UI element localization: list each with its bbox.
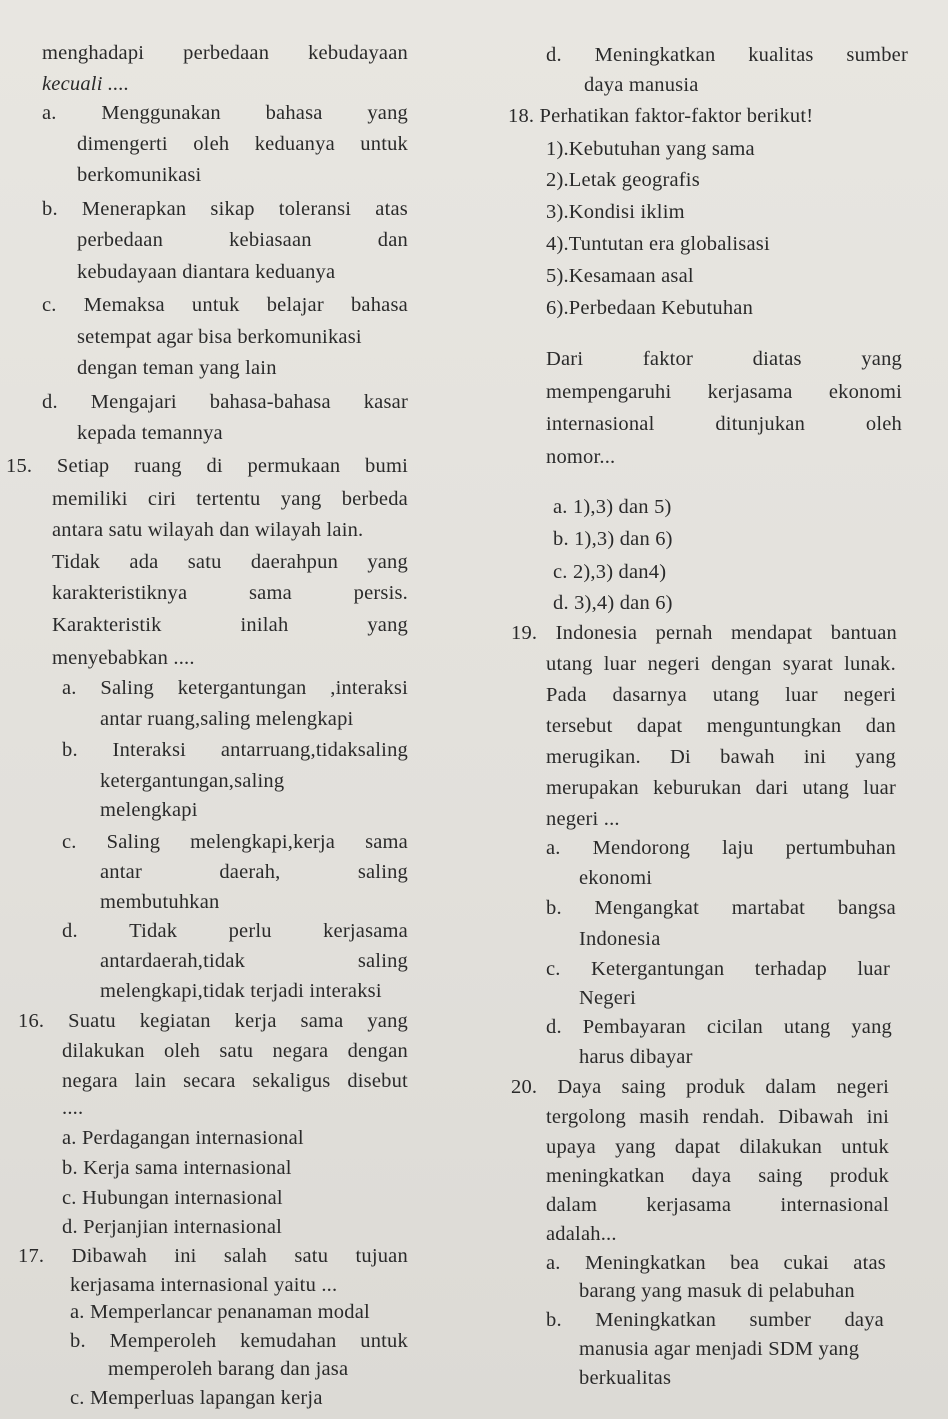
word: memiliki bbox=[52, 488, 128, 510]
word: b. bbox=[62, 739, 78, 761]
word: dari bbox=[755, 777, 789, 799]
q20-option-a-line-1 bbox=[546, 1251, 886, 1275]
word: ruang bbox=[134, 455, 182, 477]
q16-stem-line-4: .... bbox=[62, 1097, 84, 1119]
word: negeri bbox=[843, 684, 896, 706]
word: saing bbox=[621, 1076, 666, 1098]
word: untuk bbox=[191, 294, 240, 316]
q14-option-a-line-2 bbox=[77, 132, 408, 156]
word: Mendorong bbox=[592, 837, 691, 859]
word: Tidak bbox=[52, 551, 101, 573]
word: ekonomi bbox=[828, 381, 902, 403]
word: berbeda bbox=[341, 488, 408, 510]
q17-stem-line-2: kerjasama internasional yaitu ... bbox=[70, 1274, 338, 1296]
word: bahasa bbox=[350, 294, 408, 316]
word: kerjasama bbox=[646, 1194, 732, 1216]
word: toleransi bbox=[278, 198, 352, 220]
word: Meningkatkan bbox=[595, 1309, 717, 1331]
word: merugikan. bbox=[546, 746, 641, 768]
word: meningkatkan bbox=[546, 1165, 665, 1187]
word: inilah bbox=[240, 614, 289, 636]
word: 15. bbox=[6, 455, 33, 477]
word: saing bbox=[758, 1165, 803, 1187]
word: bangsa bbox=[837, 897, 896, 919]
word: tertentu bbox=[196, 488, 261, 510]
word: perlu bbox=[228, 920, 272, 942]
word: dalam bbox=[546, 1194, 598, 1216]
q15-option-a-line-2: antar ruang,saling melengkapi bbox=[100, 708, 354, 730]
word: Daya bbox=[557, 1076, 602, 1098]
q18-factor-4: 4).Tuntutan era globalisasi bbox=[546, 233, 770, 255]
word: daerah, bbox=[219, 861, 281, 883]
q18-option-a: a. 1),3) dan 5) bbox=[553, 496, 672, 518]
word: kebudayaan bbox=[308, 42, 408, 64]
word: pernah bbox=[655, 622, 713, 644]
word: bumi bbox=[365, 455, 408, 477]
q19-stem-line-2 bbox=[546, 652, 896, 676]
word: 20. bbox=[511, 1076, 538, 1098]
word: atas bbox=[375, 198, 408, 220]
word: utang bbox=[783, 1016, 831, 1038]
word: bahasa-bahasa bbox=[209, 391, 331, 413]
q17-option-a: a. Memperlancar penanaman modal bbox=[70, 1301, 370, 1323]
word: dan bbox=[377, 229, 408, 251]
word: utang bbox=[712, 684, 760, 706]
word: b. bbox=[546, 897, 562, 919]
word: d. bbox=[546, 44, 562, 66]
word: negara bbox=[62, 1070, 118, 1092]
q17-option-b-line-2: memperoleh barang dan jasa bbox=[108, 1358, 349, 1380]
word: diatas bbox=[752, 348, 802, 370]
word: Ketergantungan bbox=[591, 958, 725, 980]
word: luar bbox=[863, 777, 896, 799]
word: ada bbox=[129, 551, 159, 573]
q17-stem-line-1 bbox=[18, 1244, 408, 1268]
word: melengkapi,kerja bbox=[190, 831, 336, 853]
word: menguntungkan bbox=[706, 715, 842, 737]
q14-option-b-line-2 bbox=[77, 228, 408, 252]
word: untuk bbox=[360, 133, 408, 155]
q19-option-a-line-2: ekonomi bbox=[579, 867, 653, 889]
q16-stem-line-2 bbox=[62, 1039, 408, 1063]
word: sama bbox=[300, 1010, 344, 1032]
q20-stem-line-1 bbox=[511, 1075, 889, 1099]
word: bea bbox=[730, 1252, 760, 1274]
q18-option-d: d. 3),4) dan 6) bbox=[553, 592, 673, 614]
word: 16. bbox=[18, 1010, 45, 1032]
word: bawah bbox=[720, 746, 775, 768]
word: oleh bbox=[193, 133, 230, 155]
q15-option-c-line-1 bbox=[62, 830, 408, 854]
q15-stem-line-2 bbox=[52, 487, 408, 511]
word: perbedaan bbox=[183, 42, 270, 64]
word: antar bbox=[100, 861, 142, 883]
q18-question-line-2 bbox=[546, 380, 902, 404]
word: sama bbox=[248, 582, 292, 604]
q19-stem-line-7: negeri ... bbox=[546, 808, 620, 830]
q14-option-b-line-1 bbox=[42, 197, 408, 221]
word: d. bbox=[62, 920, 78, 942]
q20-stem-line-2 bbox=[546, 1105, 889, 1129]
word: daerahpun bbox=[250, 551, 339, 573]
word: yang bbox=[855, 746, 896, 768]
word: Interaksi bbox=[112, 739, 187, 761]
q19-option-a-line-1 bbox=[546, 836, 896, 860]
word: dapat bbox=[636, 715, 683, 737]
q16-stem-line-1 bbox=[18, 1009, 408, 1033]
word: a. bbox=[546, 1252, 561, 1274]
word: lain bbox=[134, 1070, 167, 1092]
word: dapat bbox=[674, 1136, 721, 1158]
word: faktor bbox=[642, 348, 694, 370]
q17-option-b-line-1 bbox=[70, 1329, 408, 1353]
word: kualitas bbox=[748, 44, 814, 66]
word: bantuan bbox=[830, 622, 897, 644]
q18-option-c: c. 2),3) dan4) bbox=[553, 561, 667, 583]
q15-option-b-line-1 bbox=[62, 738, 408, 762]
q14-option-c-line-2: setempat agar bisa berkomunikasi bbox=[77, 326, 362, 348]
word: ketergantungan bbox=[177, 677, 307, 699]
word: a. bbox=[62, 677, 77, 699]
word: menghadapi bbox=[42, 42, 145, 64]
q19-option-b-line-2: Indonesia bbox=[579, 928, 661, 950]
word: sama bbox=[365, 831, 408, 853]
word: terhadap bbox=[754, 958, 827, 980]
word: ini bbox=[174, 1245, 197, 1267]
word: sekaligus bbox=[252, 1070, 331, 1092]
q19-stem-line-4 bbox=[546, 714, 896, 738]
word: yang bbox=[280, 488, 322, 510]
word: Saling bbox=[106, 831, 161, 853]
word: dasarnya bbox=[612, 684, 687, 706]
q15-stem-line-1 bbox=[6, 454, 408, 478]
word: Memaksa bbox=[83, 294, 165, 316]
q19-option-c-line-1 bbox=[546, 957, 890, 981]
q18-question-line-1 bbox=[546, 347, 902, 371]
q14-option-b-line-3: kebudayaan diantara keduanya bbox=[77, 261, 336, 283]
q14-option-d-line-2: kepada temannya bbox=[77, 422, 223, 444]
word: satu bbox=[187, 551, 222, 573]
word: daya bbox=[691, 1165, 732, 1187]
word: produk bbox=[685, 1076, 746, 1098]
word: internasional bbox=[780, 1194, 889, 1216]
q14-option-a-line-3: berkomunikasi bbox=[77, 164, 202, 186]
word: d. bbox=[546, 1016, 562, 1038]
q16-option-a: a. Perdagangan internasional bbox=[62, 1127, 304, 1149]
word: yang bbox=[367, 614, 408, 636]
word: yang bbox=[367, 1010, 408, 1032]
word: karakteristiknya bbox=[52, 582, 188, 604]
q19-option-b-line-1 bbox=[546, 896, 896, 920]
word: 17. bbox=[18, 1245, 45, 1267]
q15-option-d-line-3: melengkapi,tidak terjadi interaksi bbox=[100, 980, 382, 1002]
word: Meningkatkan bbox=[584, 1252, 706, 1274]
q18-factor-5: 5).Kesamaan asal bbox=[546, 265, 694, 287]
word: yang bbox=[367, 102, 408, 124]
word: Menggunakan bbox=[101, 102, 221, 124]
word: dengan bbox=[347, 1040, 408, 1062]
q20-stem-line-3 bbox=[546, 1135, 889, 1159]
word: daya bbox=[844, 1309, 884, 1331]
word: a. bbox=[42, 102, 57, 124]
word: bahasa bbox=[265, 102, 323, 124]
word: atas bbox=[853, 1252, 886, 1274]
word: luar bbox=[857, 958, 890, 980]
word: mempengaruhi bbox=[546, 381, 672, 403]
word: luar bbox=[785, 684, 818, 706]
word: kerjasama bbox=[707, 381, 793, 403]
word: b. bbox=[546, 1309, 562, 1331]
q16-stem-line-3 bbox=[62, 1069, 408, 1093]
word: yang bbox=[367, 551, 408, 573]
word: tersebut bbox=[546, 715, 613, 737]
word: Memperoleh bbox=[109, 1330, 217, 1352]
word: Saling bbox=[100, 677, 154, 699]
q19-option-d-line-1 bbox=[546, 1015, 892, 1039]
q15-option-c-line-2 bbox=[100, 860, 408, 884]
q15-option-a-line-1 bbox=[62, 676, 408, 700]
q20-option-a-line-2: barang yang masuk di pelabuhan bbox=[579, 1280, 855, 1302]
word: untuk bbox=[841, 1136, 889, 1158]
q19-stem-line-3 bbox=[546, 683, 896, 707]
word: negeri bbox=[836, 1076, 889, 1098]
word: ,interaksi bbox=[330, 677, 408, 699]
q15-option-d-line-2 bbox=[100, 949, 408, 973]
word: utang bbox=[546, 653, 593, 675]
word: sikap bbox=[210, 198, 255, 220]
word: cukai bbox=[783, 1252, 829, 1274]
word: luar bbox=[603, 653, 637, 675]
word: produk bbox=[829, 1165, 889, 1187]
word: rendah. bbox=[702, 1106, 765, 1128]
word: a. bbox=[546, 837, 561, 859]
word: upaya bbox=[546, 1136, 596, 1158]
q19-option-c-line-2: Negeri bbox=[579, 987, 636, 1009]
word: satu bbox=[219, 1040, 254, 1062]
word: martabat bbox=[731, 897, 806, 919]
word: kerja bbox=[234, 1010, 277, 1032]
word: pertumbuhan bbox=[785, 837, 896, 859]
word: Indonesia bbox=[555, 622, 638, 644]
word: Meningkatkan bbox=[594, 44, 716, 66]
word: keburukan bbox=[653, 777, 742, 799]
q15-stem-line-4 bbox=[52, 550, 408, 574]
word: tergolong bbox=[546, 1106, 626, 1128]
q16-option-d: d. Perjanjian internasional bbox=[62, 1216, 283, 1238]
word: b. bbox=[42, 198, 58, 220]
q19-stem-line-1 bbox=[511, 621, 897, 645]
q18-question-line-4: nomor... bbox=[546, 446, 616, 468]
word: belajar bbox=[266, 294, 324, 316]
word: Mengangkat bbox=[594, 897, 700, 919]
word: yang bbox=[851, 1016, 892, 1038]
word: Dibawah bbox=[778, 1106, 854, 1128]
q14-option-d-line-1 bbox=[42, 390, 408, 414]
word: negeri bbox=[647, 653, 700, 675]
word: yang bbox=[861, 348, 902, 370]
word: b. bbox=[70, 1330, 86, 1352]
q17-option-c: c. Memperluas lapangan kerja bbox=[70, 1387, 323, 1409]
word: ditunjukan bbox=[715, 413, 806, 435]
word: Dari bbox=[546, 348, 584, 370]
q18-stem: 18. Perhatikan faktor-faktor berikut! bbox=[508, 105, 814, 127]
q14-option-c-line-1 bbox=[42, 293, 408, 317]
q20-stem-line-6: adalah... bbox=[546, 1223, 617, 1245]
word: cicilan bbox=[706, 1016, 763, 1038]
q14-stem-line-1 bbox=[42, 41, 408, 65]
word: saling bbox=[357, 950, 408, 972]
word: dan bbox=[865, 715, 896, 737]
word: mendapat bbox=[730, 622, 813, 644]
word: internasional bbox=[546, 413, 655, 435]
word: tujuan bbox=[355, 1245, 408, 1267]
q17-option-d-line-2: daya manusia bbox=[584, 74, 699, 96]
q19-option-d-line-2: harus dibayar bbox=[579, 1046, 693, 1068]
word: c. bbox=[62, 831, 77, 853]
word: ini bbox=[866, 1106, 889, 1128]
q18-factor-2: 2).Letak geografis bbox=[546, 169, 700, 191]
word: kebiasaan bbox=[229, 229, 312, 251]
word: dilakukan bbox=[739, 1136, 823, 1158]
q15-option-b-line-2: ketergantungan,saling bbox=[100, 770, 285, 792]
word: secara bbox=[183, 1070, 236, 1092]
word: untuk bbox=[360, 1330, 408, 1352]
q19-stem-line-6 bbox=[546, 776, 896, 800]
word: c. bbox=[546, 958, 561, 980]
word: Karakteristik bbox=[52, 614, 162, 636]
word: laju bbox=[722, 837, 754, 859]
word: kemudahan bbox=[240, 1330, 337, 1352]
word: Tidak bbox=[129, 920, 178, 942]
word: disebut bbox=[347, 1070, 408, 1092]
word: c. bbox=[42, 294, 57, 316]
word: salah bbox=[223, 1245, 267, 1267]
word: sumber bbox=[846, 44, 908, 66]
word: antarruang,tidaksaling bbox=[220, 739, 408, 761]
word: persis. bbox=[353, 582, 408, 604]
q14-option-c-line-3: dengan teman yang lain bbox=[77, 357, 277, 379]
word: antardaerah,tidak bbox=[100, 950, 246, 972]
q20-option-b-line-1 bbox=[546, 1308, 884, 1332]
word: Pembayaran bbox=[582, 1016, 687, 1038]
q18-option-b: b. 1),3) dan 6) bbox=[553, 528, 673, 550]
word: permukaan bbox=[247, 455, 341, 477]
word: merupakan bbox=[546, 777, 639, 799]
q18-question-line-3 bbox=[546, 412, 902, 436]
q20-stem-line-5 bbox=[546, 1193, 889, 1217]
word: dengan bbox=[711, 653, 772, 675]
word: ini bbox=[803, 746, 827, 768]
q15-stem-line-7: menyebabkan .... bbox=[52, 647, 195, 669]
word: perbedaan bbox=[77, 229, 164, 251]
q19-stem-line-5 bbox=[546, 745, 896, 769]
word: Dibawah bbox=[71, 1245, 147, 1267]
word: masih bbox=[639, 1106, 690, 1128]
q17-option-d-line-1 bbox=[546, 43, 908, 67]
q14-stem-line-2: kecuali .... bbox=[42, 73, 130, 95]
word: dilakukan bbox=[62, 1040, 145, 1062]
q15-option-d-line-1 bbox=[62, 919, 408, 943]
word: Di bbox=[670, 746, 691, 768]
q16-option-c: c. Hubungan internasional bbox=[62, 1187, 283, 1209]
word: Menerapkan bbox=[81, 198, 187, 220]
word: kasar bbox=[363, 391, 408, 413]
word: Mengajari bbox=[90, 391, 177, 413]
q18-factor-3: 3).Kondisi iklim bbox=[546, 201, 685, 223]
word: Setiap bbox=[56, 455, 110, 477]
q14-option-a-line-1 bbox=[42, 101, 408, 125]
word: Pada bbox=[546, 684, 587, 706]
word: yang bbox=[615, 1136, 656, 1158]
word: ciri bbox=[147, 488, 177, 510]
q15-option-c-line-3: membutuhkan bbox=[100, 891, 220, 913]
word: dimengerti bbox=[77, 133, 168, 155]
q15-stem-line-3: antara satu wilayah dan wilayah lain. bbox=[52, 519, 364, 541]
word: oleh bbox=[163, 1040, 201, 1062]
q20-stem-line-4 bbox=[546, 1164, 889, 1188]
word: 19. bbox=[511, 622, 538, 644]
word: kegiatan bbox=[139, 1010, 211, 1032]
word: Suatu bbox=[68, 1010, 116, 1032]
word: negara bbox=[272, 1040, 329, 1062]
word: saling bbox=[357, 861, 408, 883]
word: di bbox=[206, 455, 223, 477]
q16-option-b: b. Kerja sama internasional bbox=[62, 1157, 292, 1179]
word: oleh bbox=[865, 413, 902, 435]
word: d. bbox=[42, 391, 58, 413]
q18-factor-1: 1).Kebutuhan yang sama bbox=[546, 138, 755, 160]
q15-option-b-line-3: melengkapi bbox=[100, 799, 198, 821]
word: utang bbox=[802, 777, 850, 799]
q15-stem-line-5 bbox=[52, 581, 408, 605]
word: satu bbox=[294, 1245, 329, 1267]
q15-stem-line-6 bbox=[52, 613, 408, 637]
word: dalam bbox=[765, 1076, 817, 1098]
word: sumber bbox=[749, 1309, 812, 1331]
word: kerjasama bbox=[323, 920, 408, 942]
q20-option-b-line-2: manusia agar menjadi SDM yang bbox=[579, 1338, 860, 1360]
q18-factor-6: 6).Perbedaan Kebutuhan bbox=[546, 297, 754, 319]
word: keduanya bbox=[254, 133, 335, 155]
word: syarat bbox=[782, 653, 833, 675]
q20-option-b-line-3: berkualitas bbox=[579, 1367, 672, 1389]
word: lunak. bbox=[844, 653, 896, 675]
